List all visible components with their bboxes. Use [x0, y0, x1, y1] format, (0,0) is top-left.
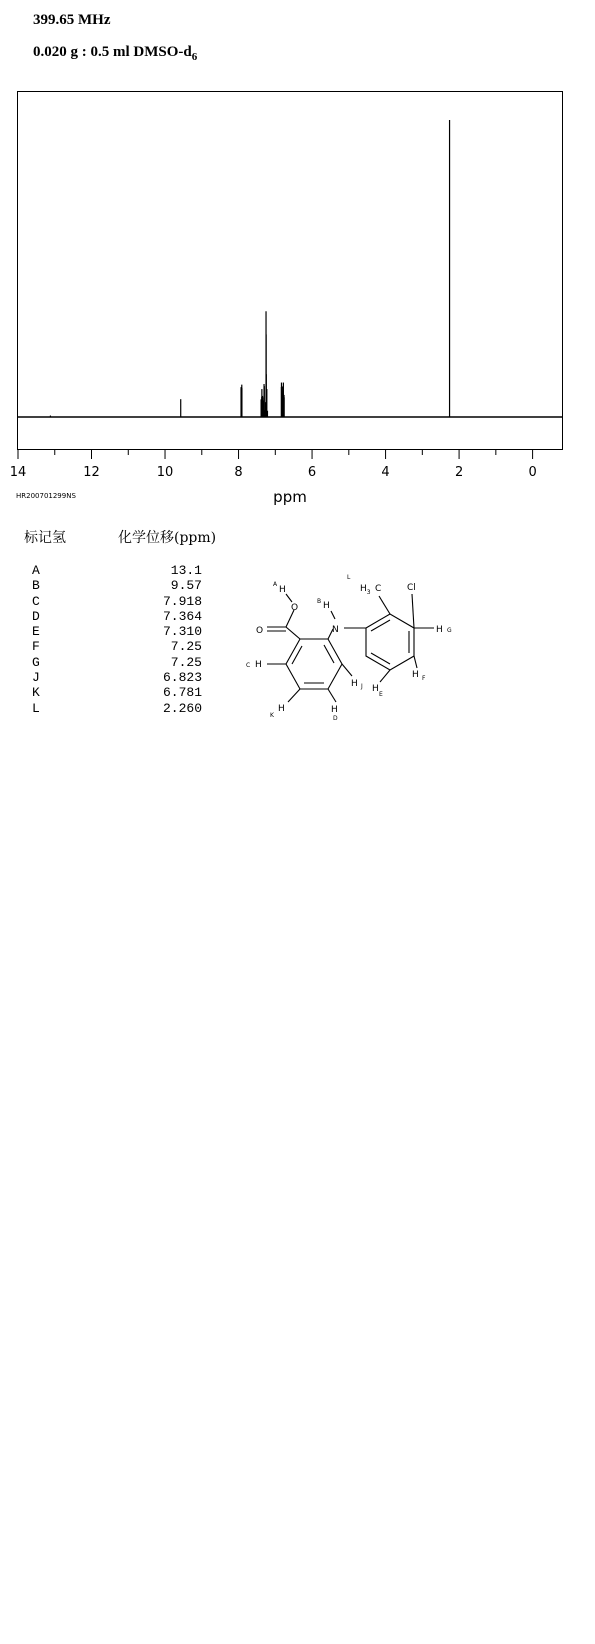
assignment-row	[32, 563, 202, 578]
assignment-row	[32, 685, 202, 700]
assignment-label: D	[32, 608, 40, 624]
assignment-shift: 7.364	[162, 608, 202, 624]
x-tick-label-5: 4	[381, 465, 390, 480]
x-tick-label-2: 10	[156, 465, 174, 480]
tick-layer	[10, 450, 537, 480]
spectrum-id: HR200701299NS	[16, 492, 76, 500]
assignment-label: F	[32, 639, 40, 655]
ring-upper-double-3	[371, 653, 390, 664]
assignment-label-heading: 标记氢	[24, 530, 66, 546]
x-tick-label-4: 6	[307, 465, 317, 480]
x-tick-label-7: 0	[528, 465, 537, 480]
x-tick-label-6: 2	[454, 465, 464, 480]
assignment-shift: 13.1	[170, 563, 202, 578]
ring-upper	[366, 614, 414, 670]
bond-h-f	[414, 656, 417, 668]
h-atom-d: H	[331, 705, 338, 715]
assignment-shift: 7.918	[162, 593, 202, 609]
assignment-label: G	[32, 654, 40, 670]
atom-h3-subscript: 3	[366, 589, 371, 596]
x-tick-label-3: 8	[234, 465, 243, 480]
bond-n-h	[331, 611, 335, 619]
x-tick-label-1: 12	[83, 465, 100, 480]
h-atom-g: H	[436, 625, 443, 635]
spectrometer-frequency: 399.65 MHz	[33, 12, 111, 28]
h-label-b: B	[317, 598, 322, 605]
ring-upper-double-1	[371, 620, 390, 631]
bond-cl	[412, 594, 414, 628]
assignment-shift: 7.25	[170, 654, 202, 670]
atom-o-hydroxyl: O	[291, 603, 299, 613]
assignment-label: J	[32, 670, 40, 686]
assignment-row	[32, 701, 202, 716]
bond-h-j	[342, 664, 352, 676]
h-atom-e: H	[372, 684, 379, 694]
assignment-label: C	[32, 593, 40, 609]
assignment-table	[32, 563, 202, 716]
h-label-j: J	[361, 683, 363, 690]
h-label-c: C	[246, 662, 251, 669]
molecule-structure	[238, 570, 478, 735]
bond-methyl	[379, 596, 390, 614]
h-atom-k: H	[278, 704, 285, 714]
bond-oh-h	[286, 594, 292, 602]
atom-h3-letter: H	[360, 584, 367, 594]
peak-layer	[50, 120, 449, 417]
h-label-k: K	[270, 712, 274, 719]
assignment-row	[32, 609, 202, 624]
h-label-d: D	[333, 715, 338, 722]
assignment-label: B	[32, 578, 40, 594]
atom-n: N	[332, 625, 339, 635]
h-atom-f: H	[412, 670, 419, 680]
x-axis-label: ppm	[273, 488, 307, 506]
x-tick-label-0: 14	[9, 465, 27, 480]
assignment-row	[32, 624, 202, 639]
atom-o-carbonyl: O	[256, 626, 264, 636]
assignment-row	[32, 578, 202, 593]
sample-text: 0.020 g : 0.5 ml DMSO-d	[33, 44, 192, 60]
h-label-l: L	[347, 574, 351, 581]
bond-h-e	[380, 670, 390, 682]
assignment-row	[32, 655, 202, 670]
plot-frame	[18, 92, 563, 450]
assignment-row	[32, 639, 202, 654]
assignment-shift: 7.310	[162, 624, 202, 640]
assignment-label: A	[32, 563, 40, 578]
assignment-shift: 7.25	[170, 639, 202, 655]
assignment-row	[32, 670, 202, 685]
h-atom-j: H	[351, 679, 358, 689]
ring-lower	[286, 639, 342, 689]
ring-lower-double-3	[292, 646, 302, 664]
atom-cl: Cl	[407, 583, 416, 593]
h-label-g: G	[447, 627, 452, 634]
assignment-shift-heading: 化学位移(ppm)	[118, 530, 217, 546]
assignment-row	[32, 594, 202, 609]
h-label-f: F	[422, 675, 426, 682]
h-label-a: A	[273, 581, 278, 588]
h-atom-a: H	[279, 585, 286, 595]
sample-subscript: 6	[191, 51, 198, 63]
assignment-label: K	[32, 685, 40, 701]
atom-h3	[360, 584, 371, 596]
assignment-shift: 6.781	[162, 685, 202, 701]
h-atom-c: H	[255, 660, 262, 670]
nmr-spectrum-chart	[0, 0, 595, 520]
atom-c-methyl: C	[375, 584, 382, 594]
assignment-label: L	[32, 700, 40, 716]
h-label-e: E	[379, 691, 383, 698]
bond-ring-to-carbonyl	[286, 627, 300, 639]
assignment-shift: 6.823	[162, 670, 202, 686]
assignment-shift: 2.260	[162, 700, 202, 716]
h-atom-b: H	[323, 601, 330, 611]
assignment-label: E	[32, 624, 40, 640]
assignment-shift: 9.57	[170, 578, 202, 594]
bond-h-d	[328, 689, 336, 702]
bond-h-k	[288, 689, 300, 702]
